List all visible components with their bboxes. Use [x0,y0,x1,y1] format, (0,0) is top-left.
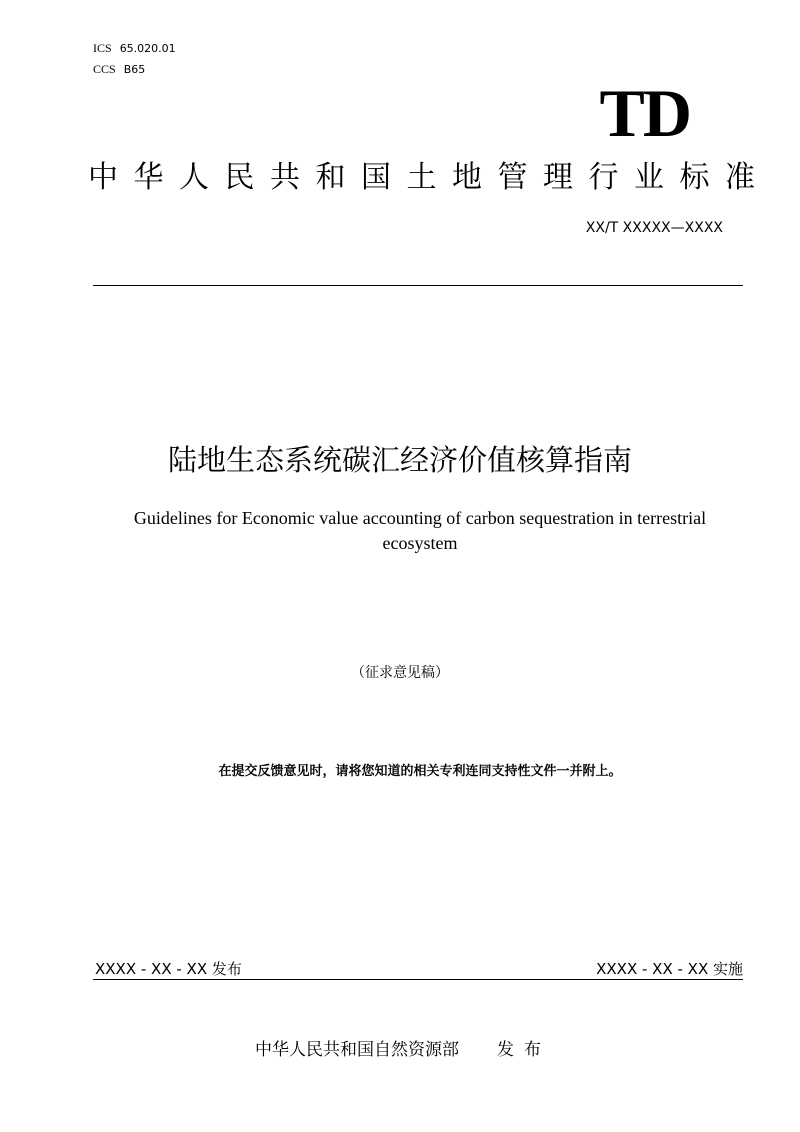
divider-bottom [93,979,743,980]
issue-word: 发布 [497,1040,551,1060]
divider-top [93,285,743,286]
classification-codes [93,38,176,80]
ccs-value: B65 [123,63,146,76]
title-english: Guidelines for Economic value accounting of carbon sequestration in terrestrial ecosystem [133,508,707,553]
standard-code: XX/T XXXXX—XXXX [585,220,723,236]
ics-value: 65.020.01 [119,42,176,55]
standard-type: 中华人民共和国土地管理行业标准 [88,160,771,195]
td-logo: TD [599,75,690,151]
title-chinese: 陆地生态系统碳汇经济价值核算指南 [167,443,632,477]
implement-date: XXXX - XX - XX 实施 [596,960,743,978]
publish-date: XXXX - XX - XX 发布 [95,960,242,978]
issuer-name: 中华人民共和国自然资源部 [255,1040,459,1060]
ics-label: ICS [93,41,112,55]
patent-note: 在提交反馈意见时，请将您知道的相关专利连同支持性文件一并附上。 [218,764,622,779]
draft-label: （征求意见稿） [351,665,449,681]
ccs-label: CCS [93,62,116,76]
issuer-line [255,1035,551,1060]
